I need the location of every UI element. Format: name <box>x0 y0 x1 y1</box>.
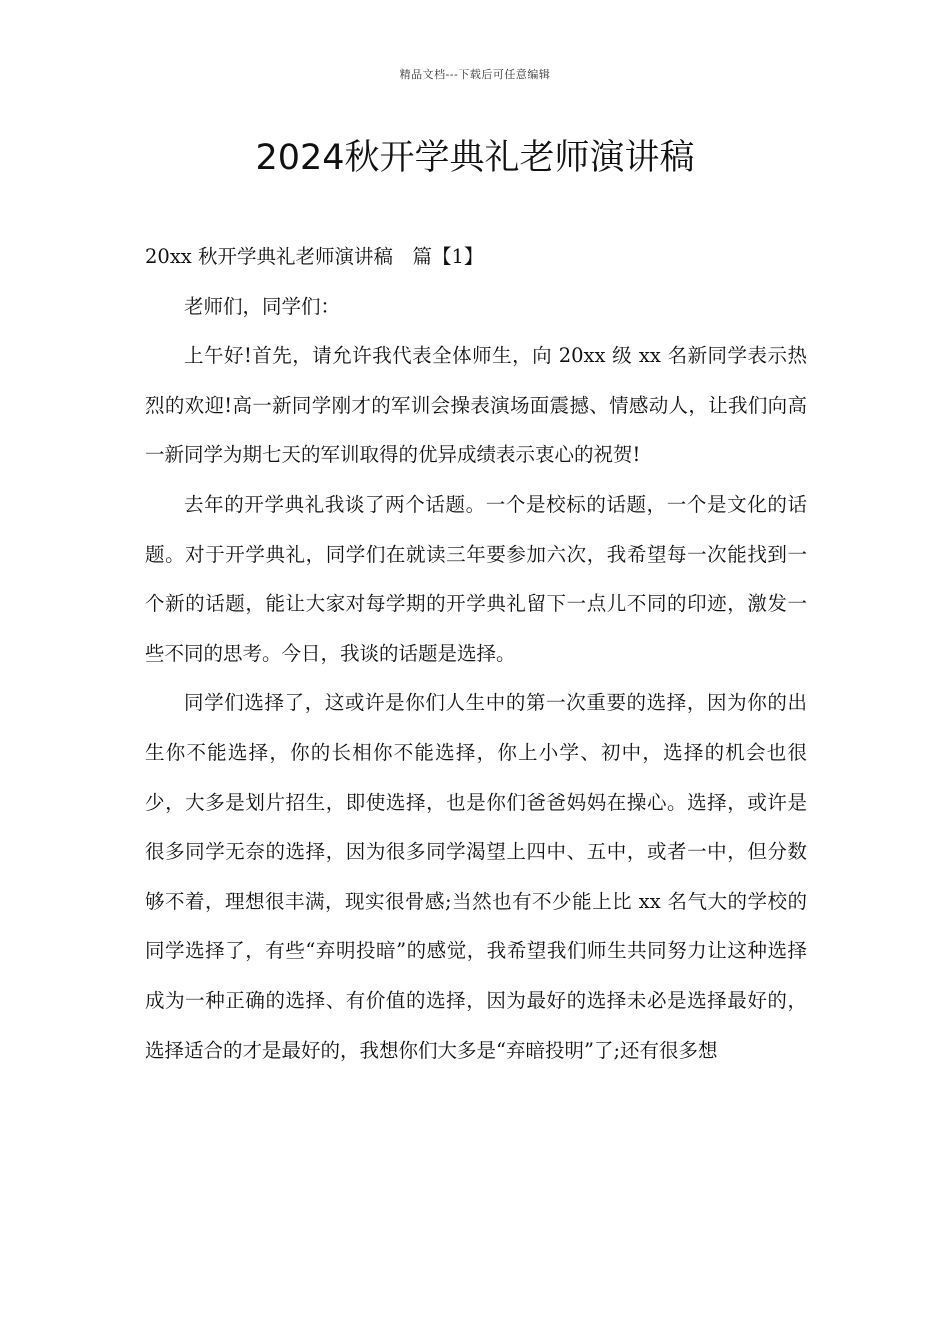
document-title: 2024秋开学典礼老师演讲稿 <box>255 138 695 178</box>
header-note: 精品文档---下载后可任意编辑 <box>399 68 551 81</box>
paragraph-choice: 同学们选择了，这或许是你们人生中的第一次重要的选择，因为你的出生你不能选择，你的长相你不能选择，你上小学、初中，选择的机会也很少，大多是划片招生，即使选择，也是你们爸爸妈妈在操心。选择，或许是很多同学无奈的选择，因为很多同学渴望上四中、五中，或者一中，但分数够不着，理想很丰满，现实很骨感;当然也有不少能上比 xx 名气大的学校的同学选择了，有些“弃明投暗”的感觉，我希望我们师生共同努力让这种选择成为一种正确的选择、有价值的选择，因为最好的选择未必是选择最好的，选择适合的才是最好的，我想你们大多是“弃暗投明”了;还有很多想 <box>145 691 807 1062</box>
paragraph-greeting: 老师们，同学们： <box>184 294 341 318</box>
section-heading: 20xx 秋开学典礼老师演讲稿 篇【1】 <box>145 245 484 268</box>
document-body <box>145 232 807 1075</box>
paragraph-topic: 去年的开学典礼我谈了两个话题。一个是校标的话题，一个是文化的话题。对于开学典礼，同学们在就读三年要参加六次，我希望每一次能找到一个新的话题，能让大家对每学期的开学典礼留下一点儿不同的印迹，激发一些不同的思考。今日，我谈的话题是选择。 <box>145 492 807 665</box>
paragraph-welcome: 上午好!首先，请允许我代表全体师生，向 20xx 级 xx 名新同学表示热烈的欢迎!高一新同学刚才的军训会操表演场面震撼、情感动人，让我们向高一新同学为期七天的军训取得的优异成绩表示衷心的祝贺! <box>145 344 807 467</box>
